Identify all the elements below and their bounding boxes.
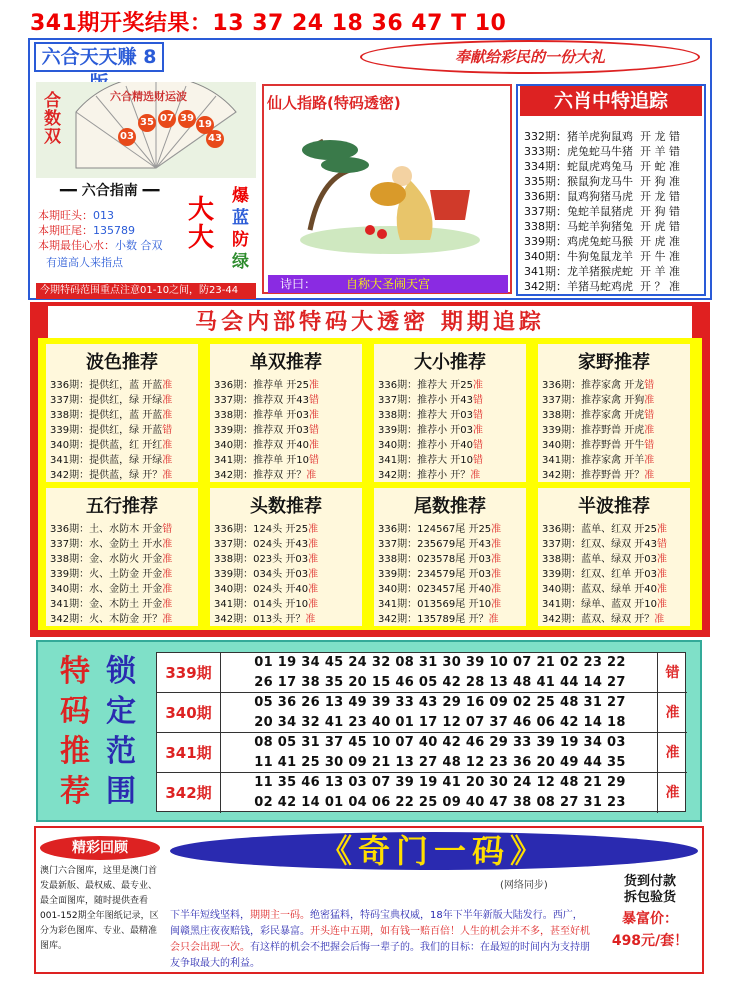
panel-row-text: 342期：推荐小 开？ — [378, 470, 471, 481]
panel-row-text: 341期：绿单、蓝双 开10 — [542, 599, 657, 610]
panel-row-result: 准 — [657, 584, 667, 595]
panel-row-text: 340期：提供蓝，红 开红 — [50, 440, 163, 451]
panel-row-result: 准 — [473, 380, 483, 391]
panel-row — [542, 550, 667, 565]
tema-result: 准 — [657, 693, 687, 733]
guide-line — [38, 207, 114, 223]
panel-row — [214, 376, 319, 391]
xian-illustration — [290, 120, 490, 260]
poem-text: 自称大圣闹天宫 — [346, 277, 431, 291]
panel-row — [50, 406, 172, 421]
panel-row — [50, 376, 172, 391]
panel-row-text: 342期：013头 开？ — [214, 614, 306, 625]
panel-row — [378, 535, 501, 550]
panel-row-text: 337期：235679尾 开43 — [378, 539, 492, 550]
recommend-panel — [46, 488, 198, 626]
panel-row-text: 338期：推荐大 开03 — [378, 410, 473, 421]
panel-row-result: 准 — [309, 440, 319, 451]
liuxiao-row: 332期：猪羊虎狗鼠鸡 开 龙 错 — [524, 130, 680, 143]
jingcai-text: 澳门六合图库，这里是澳门首发最新版、最权威、最专业、最全面图库，随时提供查看001-152期全年图纸记录，区分为彩色图库、专业、最精准图库。 — [40, 866, 159, 951]
panel-row-result: 准 — [308, 524, 319, 535]
qimen-title: 《奇门一码》 — [170, 832, 698, 870]
tema-char: 定 — [106, 694, 136, 729]
panel-row-text: 340期：024头 开40 — [214, 584, 309, 595]
panel-row-result: 错 — [473, 410, 483, 421]
pay-line: 拆包验货 — [623, 890, 676, 905]
panel-row-text: 339期：推荐野兽 开虎 — [542, 425, 645, 436]
side-column — [232, 185, 258, 273]
fan-ball: 39 — [178, 110, 196, 128]
tema-numbers: 05 36 26 13 49 39 33 43 29 16 09 02 25 48 31 27 — [254, 695, 626, 710]
panel-row-text: 336期：土、水防木 开金 — [50, 524, 163, 535]
panel-row — [378, 610, 498, 625]
panel-row — [542, 436, 654, 451]
panel-row-result: 准 — [491, 584, 502, 595]
panel-row — [50, 595, 172, 610]
price-note — [604, 908, 696, 952]
panel-row-text: 337期：推荐双 开43 — [214, 395, 309, 406]
panel-row-result: 错 — [644, 410, 655, 421]
panel-row-result: 准 — [657, 569, 667, 580]
panel-row-result: 准 — [644, 455, 655, 466]
panel-row — [214, 580, 318, 595]
panel-row-text: 339期：推荐双 开03 — [214, 425, 309, 436]
result-text: 341期开奖结果：13 37 24 18 36 47 T 10 — [30, 11, 507, 36]
liuxiao-row: 335期：猴鼠狗龙马牛 开 狗 准 — [524, 175, 680, 188]
tema-numbers: 01 19 34 45 24 32 08 31 30 39 10 07 21 02 23 22 — [254, 655, 626, 670]
panel-row-result: 错 — [162, 524, 173, 535]
panel-row-result: 准 — [308, 554, 319, 565]
panel-row-result: 错 — [644, 380, 655, 391]
pay-note — [604, 874, 696, 906]
panel-row-result: 错 — [644, 440, 655, 451]
liuxiao-row: 338期：马蛇羊狗猪兔 开 虎 错 — [524, 220, 680, 233]
panel-row-text: 339期：034头 开03 — [214, 569, 309, 580]
panel-row-text: 338期：金、水防火 开金 — [50, 554, 163, 565]
panel-row-text: 340期：推荐双 开40 — [214, 440, 309, 451]
fan-ball: 35 — [138, 114, 156, 132]
liuxiao-row: 339期：鸡虎兔蛇马猴 开 虎 准 — [524, 235, 680, 248]
panel-row-text: 342期：蓝双、绿双 开？ — [542, 614, 655, 625]
panel-row — [214, 520, 318, 535]
fan-ball: 43 — [206, 130, 224, 148]
panel-row — [50, 550, 172, 565]
panel-row-result: 准 — [162, 455, 173, 466]
panel-row-text: 337期：水、金防土 开水 — [50, 539, 163, 550]
panel-row — [378, 466, 480, 481]
panel-row — [214, 550, 318, 565]
liuxiao-row: 342期：羊猪马蛇鸡虎 开 ？ 准 — [524, 280, 680, 293]
jingcai-badge: 精彩回顾 — [40, 836, 160, 860]
panel-row-result: 准 — [162, 410, 173, 421]
tema-numbers: 11 41 25 30 09 21 13 27 48 12 23 36 20 49 44 35 — [254, 755, 626, 770]
panel-row — [542, 406, 654, 421]
panel-title: 单双推荐 — [250, 352, 322, 373]
panel-title: 波色推荐 — [86, 352, 158, 373]
promo-part: 有这样的机会不把握会后悔一辈子的。我们的目标：在最短的时间内为支持朋友争取最大的利益。 — [170, 942, 590, 969]
side-char: 爆 — [232, 186, 249, 206]
panel-row — [214, 406, 319, 421]
panel-row-result: 准 — [309, 410, 319, 421]
guide-title-text: 六合指南 — [81, 183, 138, 199]
liuxiao-row: 341期：龙羊猪猴虎蛇 开 羊 准 — [524, 265, 680, 278]
guide-value: 013 — [93, 209, 114, 222]
panel-row-result: 准 — [162, 539, 173, 550]
panel-row-result: 准 — [657, 554, 667, 565]
panel-row-text: 340期：023457尾 开40 — [378, 584, 492, 595]
panel-row-result: 准 — [308, 584, 319, 595]
panel-row — [214, 391, 319, 406]
panel-row-result: 准 — [305, 614, 316, 625]
panel-row — [542, 520, 667, 535]
guide-line — [38, 237, 163, 253]
panel-row — [378, 376, 483, 391]
tema-issue: 340期 — [157, 693, 221, 733]
panel-row-text: 337期：红双、绿双 开43 — [542, 539, 657, 550]
tema-row — [157, 773, 687, 813]
liuxiao-row: 333期：虎兔蛇马牛猪 开 羊 错 — [524, 145, 680, 158]
tema-row — [157, 653, 687, 693]
tip-line: 今期特码范围重点注意01-10之间，防23-44 — [36, 283, 256, 299]
panel-row-result: 准 — [644, 425, 655, 436]
panel-row — [50, 436, 172, 451]
panel-row-text: 340期：推荐野兽 开牛 — [542, 440, 645, 451]
panel-row-result: 错 — [162, 425, 173, 436]
recommend-panel — [374, 344, 526, 482]
tema-result: 准 — [657, 773, 687, 813]
panel-row — [542, 466, 654, 481]
panel-row — [378, 406, 483, 421]
panel-row-result: 准 — [306, 470, 317, 481]
panel-row — [50, 391, 172, 406]
tema-result: 错 — [657, 653, 687, 693]
panel-row-text: 341期：推荐单 开10 — [214, 455, 309, 466]
tema-char: 推 — [60, 734, 90, 769]
guide-note: 有道高人来指点 — [46, 256, 123, 269]
panel-row-text: 340期：推荐小 开40 — [378, 440, 473, 451]
guide-value: 小数 合双 — [115, 239, 163, 252]
price-line: 498元/套！ — [611, 933, 689, 949]
panel-row-result: 准 — [644, 395, 655, 406]
panel-row — [378, 550, 501, 565]
panel-row-result: 准 — [491, 554, 502, 565]
guide-label: 本期旺尾： — [38, 224, 93, 237]
panel-row-result: 准 — [644, 470, 655, 481]
recommend-panel — [210, 488, 362, 626]
panel-row — [214, 436, 319, 451]
tema-numbers: 20 34 32 41 23 40 01 17 12 07 37 46 06 42 14 18 — [254, 715, 626, 730]
panel-row-text: 339期：火、土防金 开金 — [50, 569, 163, 580]
panel-title: 半波推荐 — [578, 496, 650, 517]
panel-row-text: 341期：提供蓝，绿 开绿 — [50, 455, 163, 466]
poem-bar — [268, 275, 508, 293]
panel-title: 家野推荐 — [578, 352, 650, 373]
panel-row — [542, 580, 667, 595]
panel-row — [214, 421, 319, 436]
edition-tag — [34, 42, 164, 72]
panel-row-result: 准 — [162, 380, 173, 391]
panel-row — [50, 421, 172, 436]
panel-row-result: 准 — [162, 470, 173, 481]
tema-right — [98, 652, 144, 812]
tema-char: 荐 — [60, 774, 90, 809]
panel-row-result: 准 — [473, 425, 483, 436]
panel-row-text: 342期：提供蓝，绿 开？ — [50, 470, 163, 481]
panel-row-text: 338期：蓝单、绿双 开03 — [542, 554, 657, 565]
panel-row-text: 342期：推荐野兽 开？ — [542, 470, 645, 481]
panel-row — [50, 610, 172, 625]
panel-row — [542, 391, 654, 406]
tema-numbers: 11 35 46 13 03 07 39 19 41 20 30 24 12 48 21 29 — [254, 775, 626, 790]
panel-row — [542, 376, 654, 391]
recommend-panel — [538, 488, 690, 626]
panel-row — [378, 520, 501, 535]
side-char: 绿 — [232, 252, 249, 272]
panel-row-result: 错 — [473, 440, 483, 451]
panel-row — [214, 565, 318, 580]
panel-row-result: 错 — [473, 395, 483, 406]
tema-numbers: 08 05 31 37 45 10 07 40 42 46 29 33 39 19 34 03 — [254, 735, 626, 750]
panel-row-text: 337期：推荐家禽 开狗 — [542, 395, 645, 406]
side-char: 蓝 — [232, 208, 249, 228]
guide-title: ━━ 六合指南 ━━ — [60, 183, 160, 199]
panel-row — [378, 421, 483, 436]
panel-row-result: 准 — [162, 554, 173, 565]
panel-row-text: 340期：蓝双、绿单 开40 — [542, 584, 657, 595]
panel-row-text: 341期：推荐大 开10 — [378, 455, 473, 466]
panel-title: 尾数推荐 — [414, 496, 486, 517]
panel-row-result: 准 — [308, 569, 319, 580]
panel-row-text: 341期：014头 开10 — [214, 599, 309, 610]
panel-row-text: 336期：124567尾 开25 — [378, 524, 492, 535]
tema-table — [156, 652, 686, 812]
guide-value: 135789 — [93, 224, 135, 237]
panel-row-result: 准 — [162, 614, 173, 625]
result-banner — [0, 0, 740, 38]
panel-row-result: 错 — [309, 395, 319, 406]
panel-row-result: 错 — [309, 455, 319, 466]
panel-row-result: 准 — [657, 524, 667, 535]
panel-row-text: 339期：234579尾 开03 — [378, 569, 492, 580]
panel-row-result: 准 — [162, 440, 173, 451]
panel-row-result: 准 — [309, 380, 319, 391]
promo-part: 下半年短线坚料， — [170, 910, 250, 921]
recommend-panel — [46, 344, 198, 482]
recommend-panel — [374, 488, 526, 626]
panel-row-text: 339期：提供红，绿 开蓝 — [50, 425, 163, 436]
liuxiao-row: 336期：鼠鸡狗猪马虎 开 龙 错 — [524, 190, 680, 203]
liuxiao-row: 337期：兔蛇羊鼠猪虎 开 狗 错 — [524, 205, 680, 218]
tema-issue: 342期 — [157, 773, 221, 813]
fan-ball: 03 — [118, 128, 136, 146]
panel-row-text: 338期：023头 开03 — [214, 554, 309, 565]
liuxiao-row: 340期：牛狗兔鼠龙羊 开 牛 准 — [524, 250, 680, 263]
panel-row — [50, 565, 172, 580]
panel-row-text: 336期：蓝单、红双 开25 — [542, 524, 657, 535]
panel-row — [214, 466, 316, 481]
panel-row-result: 准 — [162, 395, 173, 406]
panel-row-result: 错 — [657, 539, 667, 550]
panel-row-text: 341期：金、木防土 开金 — [50, 599, 163, 610]
panel-row-text: 337期：提供红，绿 开绿 — [50, 395, 163, 406]
panel-row — [50, 580, 172, 595]
panel-row — [50, 466, 172, 481]
tema-char: 围 — [106, 774, 136, 809]
promo-part: 绝密猛料，特码宝典权威，18年下半年新版大陆发行。西广，闽赣黑庄夜夜赔钱，彩民暴富。 — [170, 910, 583, 937]
panel-row-text: 337期：024头 开43 — [214, 539, 309, 550]
liuxiao-row: 334期：蛇鼠虎鸡兔马 开 蛇 准 — [524, 160, 680, 173]
panel-row-result: 准 — [491, 524, 502, 535]
panel-title: 五行推荐 — [86, 496, 158, 517]
tema-numbers: 02 42 14 01 04 06 22 25 09 40 47 38 08 27 31 23 — [254, 795, 626, 810]
guide-line — [38, 222, 135, 238]
panel-title: 头数推荐 — [250, 496, 322, 517]
monkey-king-icon — [290, 120, 490, 260]
fan-ball: 07 — [158, 110, 176, 128]
panel-row-text: 336期：提供红，蓝 开蓝 — [50, 380, 163, 391]
tema-char: 码 — [60, 694, 90, 729]
tema-issue: 341期 — [157, 733, 221, 773]
guide-label: 本期最佳心水： — [38, 239, 115, 252]
tema-row — [157, 693, 687, 733]
panel-row-text: 339期：红双、红单 开03 — [542, 569, 657, 580]
tema-row — [157, 733, 687, 773]
panel-row — [542, 595, 667, 610]
panel-row-text: 337期：推荐小 开43 — [378, 395, 473, 406]
panel-row-result: 准 — [162, 599, 173, 610]
panel-row-result: 准 — [654, 614, 665, 625]
panel-row — [50, 520, 172, 535]
tema-left — [52, 652, 98, 812]
panel-row-result: 准 — [470, 470, 481, 481]
panel-row — [378, 565, 501, 580]
slogan: 奉献给彩民的一份大礼 — [360, 40, 700, 74]
panel-row-result: 准 — [488, 614, 499, 625]
panel-row-text: 336期：124头 开25 — [214, 524, 309, 535]
panel-row-result: 准 — [491, 599, 502, 610]
liuxiao-title: 六肖中特追踪 — [520, 86, 702, 116]
poem-label: 诗曰： — [280, 277, 317, 291]
tema-result: 准 — [657, 733, 687, 773]
panel-row-text: 342期：推荐双 开？ — [214, 470, 307, 481]
heshu-label: 合数双 — [44, 91, 61, 147]
fan-ball: 19 — [196, 116, 214, 134]
panel-row-text: 342期：135789尾 开？ — [378, 614, 489, 625]
panel-row — [50, 535, 172, 550]
panel-row — [378, 451, 483, 466]
panel-row-result: 准 — [308, 539, 319, 550]
panel-row — [542, 451, 654, 466]
panel-row — [378, 436, 483, 451]
panel-row — [542, 421, 654, 436]
edition-tag-text: 六合天天赚 8 — [41, 46, 157, 68]
secret-title: 马会内部特码大透密 期期追踪 — [48, 306, 692, 338]
promo-part: 开头连中五期，如有钱一赔百倍！人生的机会并不多，甚至好机会只会出现一次。 — [170, 926, 590, 953]
panel-row-text: 336期：推荐家禽 开龙 — [542, 380, 645, 391]
fan-title: 六合精选财运波 — [110, 90, 187, 103]
panel-row-text: 341期：013569尾 开10 — [378, 599, 492, 610]
price-line: 暴富价： — [622, 911, 678, 927]
promo-body — [170, 908, 590, 972]
panel-row-text: 338期：023578尾 开03 — [378, 554, 492, 565]
panel-row-result: 错 — [309, 425, 319, 436]
panel-row — [378, 595, 501, 610]
tema-numbers: 26 17 38 35 20 15 46 05 42 28 13 48 41 44 14 27 — [254, 675, 626, 690]
panel-row-text: 339期：推荐小 开03 — [378, 425, 473, 436]
panel-row-text: 338期：推荐单 开03 — [214, 410, 309, 421]
recommend-panel — [538, 344, 690, 482]
panel-row-result: 准 — [162, 569, 173, 580]
panel-row — [542, 535, 667, 550]
side-char: 防 — [232, 230, 249, 250]
panel-row-text: 340期：水、金防土 开金 — [50, 584, 163, 595]
panel-row — [378, 580, 501, 595]
net-note: (网络同步) — [500, 880, 548, 891]
panel-row-text: 336期：推荐大 开25 — [378, 380, 473, 391]
panel-row-result: 准 — [308, 599, 319, 610]
panel-row-result: 准 — [491, 569, 502, 580]
tema-char: 特 — [60, 654, 90, 689]
panel-row — [214, 610, 315, 625]
promo-part: 期期主一码。 — [250, 910, 310, 921]
panel-row-text: 341期：推荐家禽 开羊 — [542, 455, 645, 466]
recommend-panel — [210, 344, 362, 482]
big-label: 大大 — [188, 195, 215, 253]
tema-char: 范 — [106, 734, 136, 769]
tema-char: 锁 — [106, 654, 136, 689]
panel-row-result: 错 — [473, 455, 483, 466]
panel-row-result: 准 — [657, 599, 667, 610]
tema-issue: 339期 — [157, 653, 221, 693]
panel-row — [50, 451, 172, 466]
guide-label: 本期旺头： — [38, 209, 93, 222]
panel-row-text: 338期：推荐家禽 开虎 — [542, 410, 645, 421]
panel-title: 大小推荐 — [414, 352, 486, 373]
panel-row — [542, 565, 667, 580]
panel-row — [214, 595, 318, 610]
xian-title: 仙人指路(特码透密) — [267, 94, 401, 112]
panel-row — [378, 391, 483, 406]
panel-row — [214, 451, 319, 466]
panel-row-result: 准 — [491, 539, 502, 550]
panel-row-text: 336期：推荐单 开25 — [214, 380, 309, 391]
panel-row-text: 338期：提供红，蓝 开蓝 — [50, 410, 163, 421]
panel-row — [214, 535, 318, 550]
pay-line: 货到付款 — [623, 874, 676, 889]
panel-row-result: 准 — [162, 584, 173, 595]
panel-row-text: 342期：火、木防金 开？ — [50, 614, 163, 625]
panel-row — [542, 610, 664, 625]
